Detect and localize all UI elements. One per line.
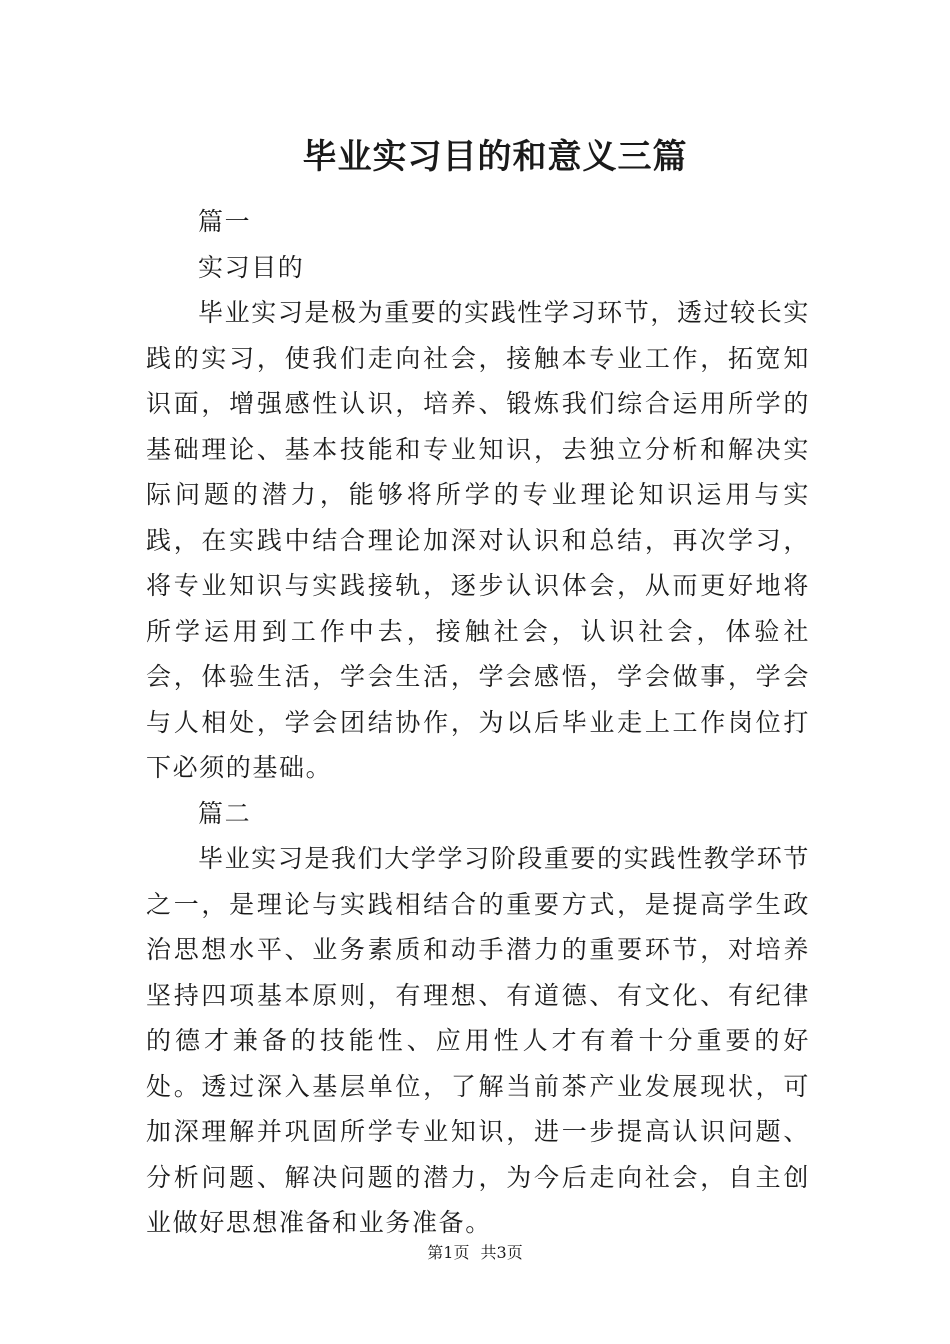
paragraph-2: 毕业实习是我们大学学习阶段重要的实践性教学环节之一，是理论与实践相结合的重要方式，是提高学生政治思想水平、业务素质和动手潜力的重要环节，对培养坚持四项基本原则，有理想、有道德、有文化、有纪律的德才兼备的技能性、应用性人才有着十分重要的好处。透过深入基层单位，了解当前茶产业发展现状，可加深理解并巩固所学专业知识，进一步提高认识问题、分析问题、解决问题的潜力，为今后走向社会，自主创业做好思想准备和业务准备。: [146, 844, 810, 1237]
page-total: 共3页: [480, 1243, 523, 1262]
document-title: 毕业实习目的和意义三篇: [302, 137, 688, 177]
paragraph-1: 毕业实习是极为重要的实践性学习环节，透过较长实践的实习，使我们走向社会，接触本专业工作，拓宽知识面，增强感性认识，培养、锻炼我们综合运用所学的基础理论、基本技能和专业知识，去独立分析和解决实际问题的潜力，能够将所学的专业理论知识运用与实践，在实践中结合理论加深对认识和总结，再次学习，将专业知识与实践接轨，逐步认识体会，从而更好地将所学运用到工作中去，接触社会，认识社会，体验社会，体验生活，学会生活，学会感悟，学会做事，学会与人相处，学会团结协作，为以后毕业走上工作岗位打下必须的基础。: [146, 298, 810, 782]
page-footer: [0, 1241, 950, 1265]
document-body: [146, 199, 810, 1246]
section-heading-2: 篇二: [198, 798, 252, 828]
section-heading-1: 篇一: [198, 207, 252, 236]
page-number: 第1页: [427, 1243, 470, 1262]
subheading-purpose: 实习目的: [198, 252, 305, 282]
